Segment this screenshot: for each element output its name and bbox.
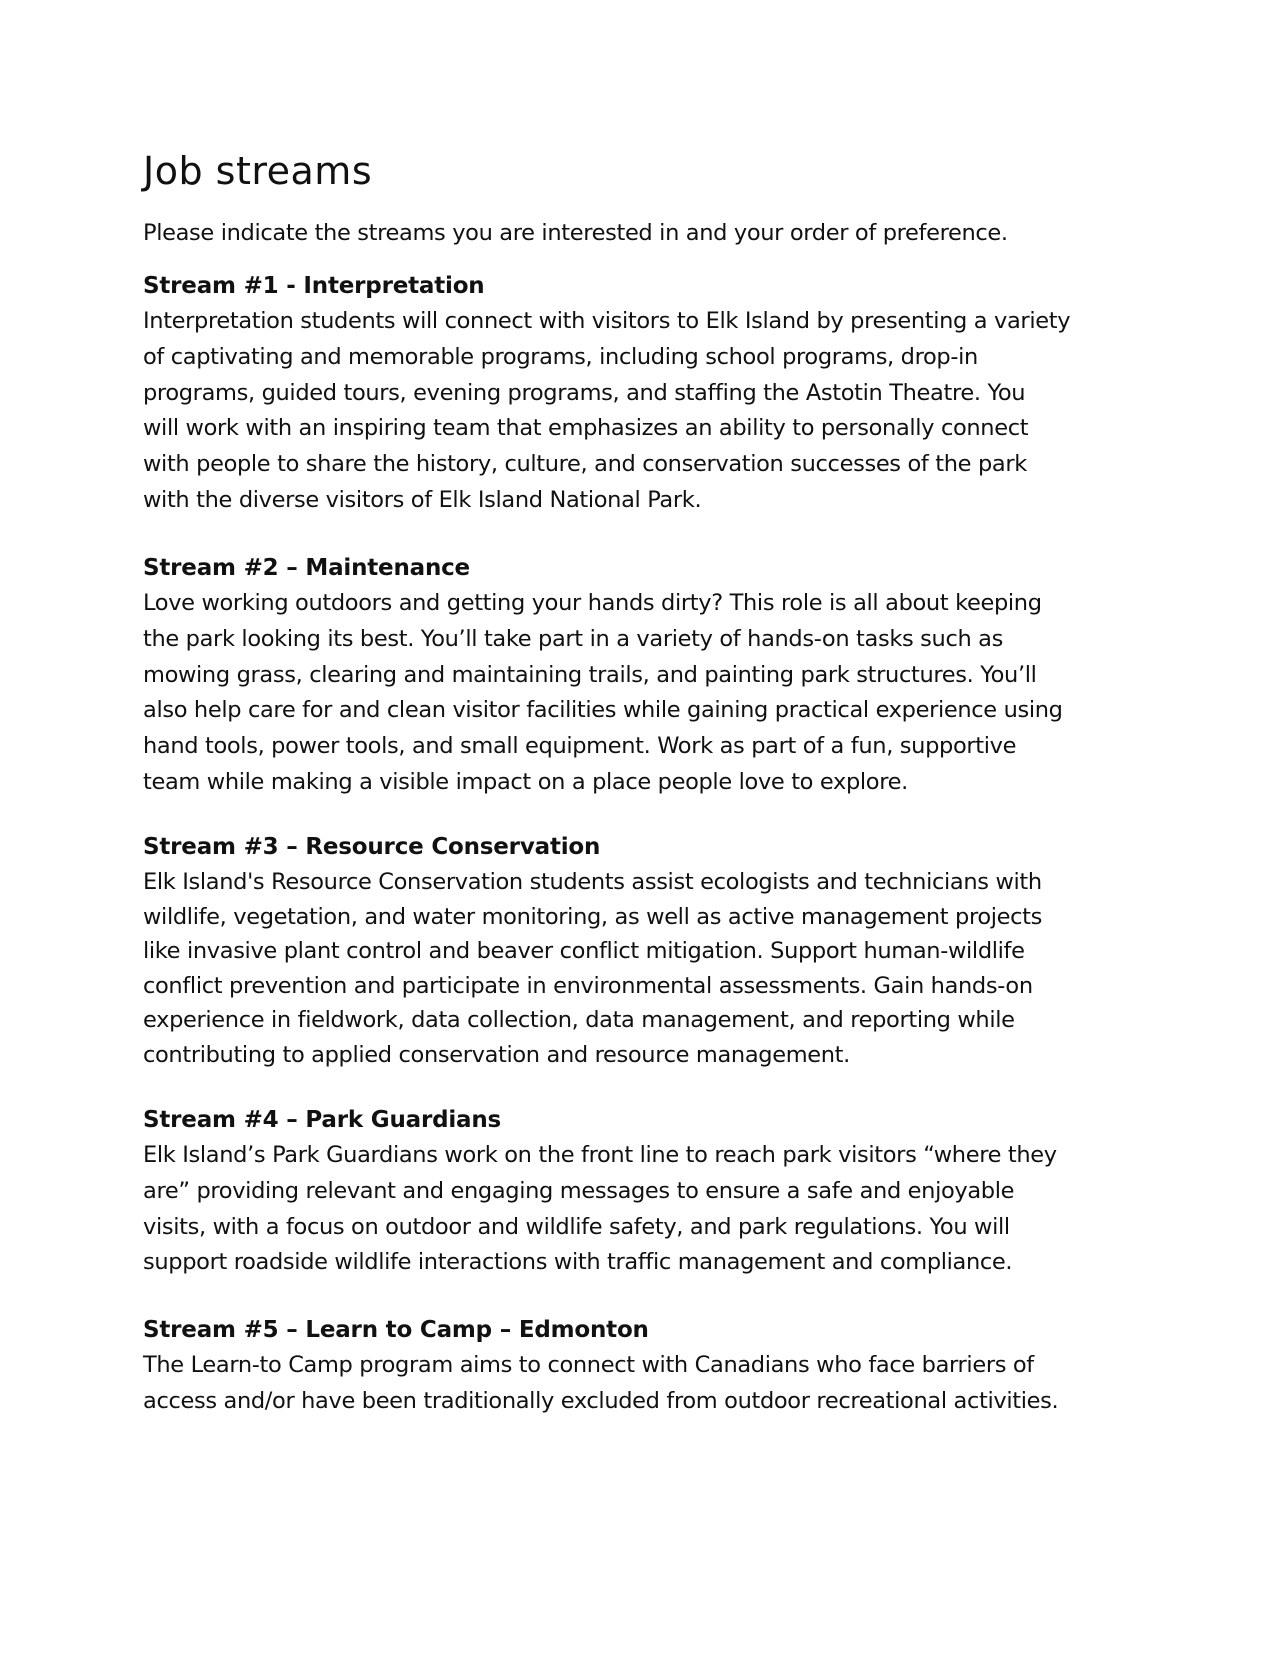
- stream-heading: Stream #4 – Park Guardians: [143, 1107, 502, 1133]
- stream-text-line: Elk Island's Resource Conservation students assist ecologists and technicians with: [143, 869, 1042, 895]
- stream-text-line: Love working outdoors and getting your hands dirty? This role is all about keeping: [143, 590, 1042, 616]
- stream-heading: Stream #2 – Maintenance: [143, 555, 470, 581]
- stream-text-line: with the diverse visitors of Elk Island National Park.: [143, 486, 702, 513]
- stream-text-line: mowing grass, clearing and maintaining trails, and painting park structures. You’ll: [143, 661, 1037, 688]
- stream-text-line: conflict prevention and participate in environmental assessments. Gain hands-on: [143, 972, 1033, 999]
- stream-heading: Stream #1 - Interpretation: [143, 273, 485, 299]
- stream-resource-conservation: [143, 829, 1103, 1073]
- stream-heading: Stream #3 – Resource Conservation: [143, 834, 601, 860]
- stream-text-line: team while making a visible impact on a place people love to explore.: [143, 768, 908, 795]
- stream-text-line: of captivating and memorable programs, including school programs, drop-in: [143, 343, 978, 370]
- stream-text-line: the park looking its best. You’ll take part in a variety of hands-on tasks such as: [143, 625, 1003, 652]
- stream-text-line: like invasive plant control and beaver conflict mitigation. Support human-wildlife: [143, 938, 1025, 965]
- page-title: Job streams: [143, 149, 373, 193]
- stream-text-line: contributing to applied conservation and resource management.: [143, 1041, 850, 1068]
- stream-learn-to-camp: [143, 1312, 1103, 1420]
- stream-text-line: wildlife, vegetation, and water monitoring, as well as active management projects: [143, 903, 1043, 930]
- stream-text-line: visits, with a focus on outdoor and wildlife safety, and park regulations. You will: [143, 1213, 1010, 1240]
- stream-text-line: are” providing relevant and engaging messages to ensure a safe and enjoyable: [143, 1177, 1015, 1204]
- stream-text-line: Elk Island’s Park Guardians work on the front line to reach park visitors “where they: [143, 1142, 1057, 1168]
- intro-text: Please indicate the streams you are interested in and your order of preference.: [143, 220, 1008, 246]
- stream-text-line: also help care for and clean visitor facilities while gaining practical experience using: [143, 697, 1063, 724]
- stream-text-line: access and/or have been traditionally excluded from outdoor recreational activities.: [143, 1387, 1059, 1414]
- stream-text-line: will work with an inspiring team that emphasizes an ability to personally connect: [143, 415, 1029, 442]
- stream-text-line: The Learn-to Camp program aims to connect with Canadians who face barriers of: [143, 1352, 1034, 1378]
- stream-interpretation: [143, 268, 1103, 519]
- stream-text-line: Interpretation students will connect with visitors to Elk Island by presenting a variety: [143, 308, 1071, 334]
- stream-park-guardians: [143, 1102, 1103, 1281]
- stream-text-line: programs, guided tours, evening programs, and staffing the Astotin Theatre. You: [143, 379, 1026, 406]
- stream-maintenance: [143, 550, 1103, 801]
- stream-text-line: experience in fieldwork, data collection, data management, and reporting while: [143, 1007, 1015, 1034]
- stream-heading: Stream #5 – Learn to Camp – Edmonton: [143, 1317, 649, 1343]
- stream-text-line: support roadside wildlife interactions with traffic management and compliance.: [143, 1249, 1013, 1276]
- stream-text-line: hand tools, power tools, and small equipment. Work as part of a fun, supportive: [143, 733, 1017, 760]
- stream-text-line: with people to share the history, culture, and conservation successes of the park: [143, 451, 1027, 478]
